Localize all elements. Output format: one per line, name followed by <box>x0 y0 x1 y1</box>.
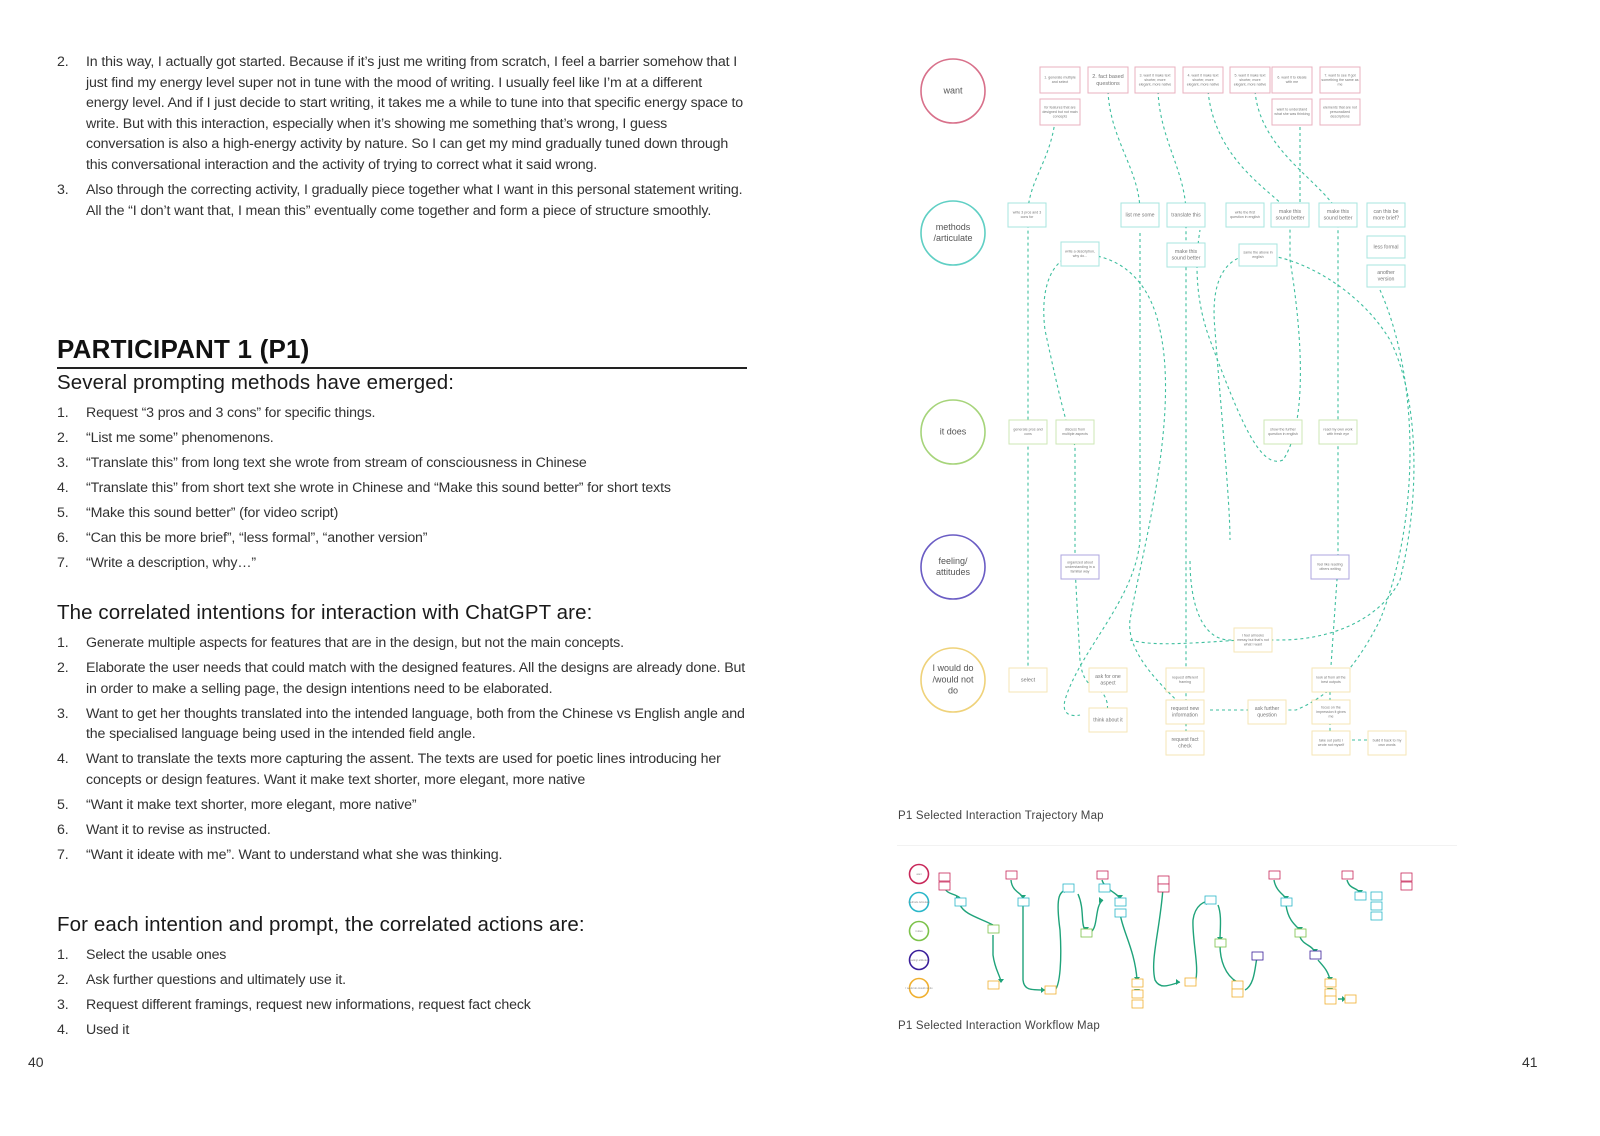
methods-sub-box-text: version <box>1377 276 1395 283</box>
want-box-text: and select <box>1051 80 1069 85</box>
want-box-text: 4. want it make text <box>1187 73 1219 78</box>
list-number: 1. <box>57 947 69 963</box>
workflow-box-would_do <box>1232 981 1243 989</box>
methods-box-text: list me some <box>1125 212 1155 219</box>
workflow-box-would_do <box>1345 995 1356 1003</box>
workflow-box-methods <box>1063 884 1074 892</box>
list-number: 7. <box>57 554 69 571</box>
would-do-box-text: best outputs <box>1321 680 1341 685</box>
list-text: “Make this sound better” (for video script) <box>86 504 339 521</box>
list-text: “Want it ideate with me”. Want to understand what she was thinking. <box>86 846 503 863</box>
workflow-box-want <box>1097 871 1108 879</box>
methods-sub-box-text: why do... <box>1072 254 1088 259</box>
workflow-box-would_do <box>1325 979 1336 987</box>
row-label-methods: /articulate <box>933 233 973 243</box>
methods-sub-box-text: english <box>1252 255 1264 260</box>
legend-label: it does <box>915 930 923 933</box>
list-text: Elaborate the user needs that could match with the designed features. All the designs are already done. But in order to make a selling page, the design intentions need to be elaborated. <box>86 659 746 697</box>
workflow-arrow <box>1193 902 1210 982</box>
methods-box-text: sound better <box>1275 215 1305 222</box>
would-do-box-text: wrote not myself <box>1317 743 1345 748</box>
want-box-text: me <box>1337 82 1343 87</box>
workflow-arrow <box>1023 905 1045 990</box>
workflow-box-would_do <box>1045 986 1056 994</box>
would-do-box-text: look at from all the <box>1316 675 1346 680</box>
would-do-box-text: request new <box>1170 706 1200 713</box>
workflow-box-methods <box>1371 912 1382 920</box>
would-do-box-text: ask further <box>1254 706 1280 713</box>
trajectory-map-caption: P1 Selected Interaction Trajectory Map <box>898 810 1104 822</box>
list-text: Want to translate the texts more capturing the assent. The texts are used for poetic lines introducing her concepts or design features. Want it make text shorter, more elegant, more native <box>86 751 721 788</box>
workflow-box-methods <box>1099 884 1110 892</box>
list-number: 6. <box>57 529 69 546</box>
workflow-box-want <box>1401 873 1412 881</box>
list-number: 2. <box>57 54 69 70</box>
would-do-box-text: messy but that's not <box>1237 637 1269 642</box>
methods-sub-box-text: another <box>1377 270 1395 277</box>
methods-box-text: translate this <box>1171 212 1201 219</box>
want-sub-box-text: concepts <box>1052 114 1068 119</box>
would-do-box-text: build it back to my <box>1372 738 1402 743</box>
workflow-box-want <box>1401 882 1412 890</box>
page-number-right: 41 <box>1522 1054 1538 1070</box>
workflow-box-feeling <box>1252 952 1263 960</box>
workflow-box-methods <box>1371 902 1382 910</box>
list-number: 3. <box>57 454 69 471</box>
list-text: Select the usable ones <box>86 947 227 963</box>
list-text: “Write a description, why…” <box>86 554 256 571</box>
list-text: Also through the correcting activity, I gradually piece together what I want in this personal statement writing. All the “I don’t want that, I mean this” eventually come together and form a piece of structure smoothly. <box>86 181 743 219</box>
list-text: Generate multiple aspects for features that are in the design, but not the main concepts. <box>86 635 624 651</box>
methods-box-text: write 3 pros and 3 <box>1012 210 1042 215</box>
would-do-box-text: request different <box>1172 675 1198 680</box>
workflow-box-would_do <box>1325 996 1336 1004</box>
list-text: Request “3 pros and 3 cons” for specific things. <box>86 405 376 421</box>
feeling-box-text: others writing <box>1319 567 1341 572</box>
would-do-box-text: check <box>1178 743 1192 750</box>
legend-label: feeling/ attitudes <box>909 959 929 962</box>
want-box-text: elegant, more native <box>1233 82 1267 87</box>
would-do-box-text: focus on the <box>1321 705 1341 710</box>
would-do-box-text: I feel all looks <box>1242 633 1264 638</box>
list-number: 4. <box>57 479 69 496</box>
row-label-it_does: it does <box>939 426 967 437</box>
it-does-box-text: cons <box>1024 432 1032 437</box>
list-number: 5. <box>57 796 69 813</box>
workflow-box-feeling <box>1310 951 1321 959</box>
workflow-box-methods <box>1115 909 1126 917</box>
want-sub-box-text: designed but not main <box>1042 109 1078 114</box>
legend-label: methods /articulate <box>908 901 930 904</box>
workflow-box-want <box>1269 871 1280 879</box>
workflow-arrow <box>993 935 1001 982</box>
list-text: Ask further questions and ultimately use it. <box>86 971 346 988</box>
legend-label: I would do /would not do <box>905 987 933 990</box>
want-sub-box-text: personalized <box>1329 109 1351 114</box>
list-text: Want to get her thoughts translated into the intended language, both from the Chinese vs English angle and the specialised language being used in the intended field angle. <box>86 705 745 743</box>
list-number: 1. <box>57 635 69 651</box>
methods-sub-box-text: same the above in <box>1243 250 1273 255</box>
workflow-arrow <box>1078 894 1086 931</box>
workflow-box-it_does <box>988 925 999 933</box>
workflow-arrow <box>1218 905 1221 940</box>
methods-box-text: can this be <box>1373 209 1399 216</box>
workflow-box-methods <box>1281 898 1292 906</box>
page-number-left: 40 <box>28 1054 44 1070</box>
workflow-box-would_do <box>988 981 999 989</box>
list-number: 4. <box>57 751 69 768</box>
methods-sub-box-text: sound better <box>1171 255 1201 262</box>
would-do-box-text: own words <box>1378 743 1396 748</box>
want-sub-box-text: descriptions <box>1330 114 1350 119</box>
list-number: 2. <box>57 429 69 446</box>
list-text: “List me some” phenomenons. <box>86 429 274 446</box>
arrow-head <box>1041 987 1045 993</box>
participant-title: PARTICIPANT 1 (P1) <box>57 334 310 364</box>
list-number: 3. <box>57 996 69 1013</box>
methods-box-text: write the first <box>1234 210 1256 215</box>
list-text: In this way, I actually got started. Because if it’s just me writing from scratch, I feel a barrier somehow that I just find my energy level super not in tune with the mood of writing. I usually feel like I’m at a different energy level. And if I just decide to start writing, it takes me a while to tune into that specific energy space to write. But with this interaction, especially when it’s showing me something that’s wrong, I guess conversation is also a high-energy activity by nature. So I can get my mind gradually tuned down through this conversational interaction and the activity of trying to correct what it said wrong. <box>86 54 744 173</box>
workflow-arrow <box>1286 905 1300 930</box>
would-do-box-text: select <box>1020 677 1036 684</box>
workflow-box-methods <box>955 898 966 906</box>
would-do-box-text: me <box>1328 714 1334 719</box>
would-do-box-text: ask for one <box>1095 674 1121 681</box>
workflow-box-want <box>1158 876 1169 884</box>
list-number: 3. <box>57 181 69 198</box>
list-number: 4. <box>57 1021 69 1038</box>
would-do-box-text: think about it <box>1093 717 1123 724</box>
want-box-text: 1. generate multiple <box>1044 75 1076 80</box>
row-label-would_do: do <box>947 685 959 696</box>
workflow-box-it_does <box>1081 929 1092 937</box>
would-do-box-text: information <box>1172 712 1198 719</box>
feeling-box-text: organized about <box>1067 560 1093 565</box>
workflow-arrow <box>1120 913 1137 980</box>
would-do-box-text: aspect <box>1100 680 1116 687</box>
list-number: 2. <box>57 659 69 676</box>
list-text: “Translate this” from long text she wrote from stream of consciousness in Chinese <box>86 454 587 471</box>
list-number: 2. <box>57 971 69 988</box>
workflow-box-methods <box>1018 898 1029 906</box>
list-text: “Want it make text shorter, more elegant, more native” <box>86 796 417 813</box>
row-label-want: want <box>943 85 963 96</box>
would-do-box-text: what I want <box>1243 642 1263 647</box>
it-does-box-text: generate pros and <box>1013 427 1043 432</box>
list-text: “Translate this” from short text she wrote in Chinese and “Make this sound better” for short texts <box>86 479 671 496</box>
want-box-text: elegant, more native <box>1186 82 1220 87</box>
feeling-box-text: understanding in a <box>1065 564 1095 569</box>
workflow-box-methods <box>1355 892 1366 900</box>
workflow-box-would_do <box>1132 990 1143 998</box>
workflow-arrow <box>1092 900 1103 931</box>
workflow-box-methods <box>1205 896 1216 904</box>
would-do-box-text: impression it gives <box>1316 709 1346 714</box>
want-box-text: 7. want to see if got <box>1324 73 1356 78</box>
want-box-text: questions <box>1096 80 1120 87</box>
want-box-text: with me <box>1285 80 1299 85</box>
list-number: 3. <box>57 705 69 722</box>
it-does-box-text: discuss from <box>1064 427 1086 432</box>
want-sub-box-text: want to understand <box>1276 107 1308 112</box>
workflow-box-would_do <box>1185 978 1196 986</box>
it-does-box-text: question in english <box>1268 432 1298 437</box>
want-box-text: shorter, more <box>1192 77 1214 82</box>
would-do-box-text: question <box>1257 712 1277 719</box>
legend-label: want <box>916 873 922 876</box>
workflow-box-methods <box>1115 898 1126 906</box>
want-box-text: 2. fact based <box>1092 74 1124 81</box>
methods-box-text: make this <box>1278 209 1302 216</box>
want-box-text: shorter, more <box>1239 77 1261 82</box>
would-do-box-text: take out parts I <box>1319 738 1343 743</box>
row-label-would_do: /would not <box>932 674 974 685</box>
it-does-box-text: read my own work <box>1323 427 1353 432</box>
list-text: “Can this be more brief”, “less formal”, “another version” <box>86 529 428 546</box>
workflow-box-methods <box>1371 892 1382 900</box>
arrow-head <box>1176 979 1180 985</box>
methods-sub-box-text: write a description, <box>1065 249 1095 254</box>
workflow-arrow <box>1220 945 1237 982</box>
row-label-would_do: I would do <box>932 663 974 674</box>
row-label-feeling: attitudes <box>935 567 971 577</box>
would-do-box-text: framing <box>1179 680 1191 685</box>
want-box-text: elegant, more native <box>1138 82 1172 87</box>
workflow-arrow <box>960 905 993 925</box>
workflow-arrow <box>1055 890 1068 990</box>
want-sub-box-text: for features that are <box>1044 105 1076 110</box>
want-sub-box-text: what she was thinking <box>1274 112 1310 117</box>
workflow-arrow <box>1245 958 1257 990</box>
methods-box-text: more brief? <box>1372 215 1400 222</box>
list-number: 5. <box>57 504 69 521</box>
workflow-box-want <box>939 873 950 881</box>
list-number: 1. <box>57 405 69 421</box>
workflow-box-want <box>939 882 950 890</box>
feeling-box-text: feel like reading <box>1317 562 1343 567</box>
want-sub-box-text: elements that are not <box>1323 105 1357 110</box>
workflow-map-caption: P1 Selected Interaction Workflow Map <box>898 1020 1100 1032</box>
methods-box-text: sound better <box>1323 215 1353 222</box>
list-text: Used it <box>86 1021 130 1038</box>
want-box-text: something the same as <box>1321 77 1359 82</box>
feeling-box-text: familiar way <box>1070 569 1090 574</box>
methods-box-text: cons for <box>1020 215 1034 220</box>
workflow-box-it_does <box>1295 929 1306 937</box>
workflow-box-would_do <box>1232 989 1243 997</box>
list-text: Request different framings, request new informations, request fact check <box>86 996 531 1013</box>
it-does-box-text: with fresh eye <box>1326 432 1350 437</box>
methods-box-text: question in english <box>1230 215 1260 220</box>
want-box-text: 3. want it make text <box>1139 73 1171 78</box>
would-do-box-text: request fact <box>1171 737 1199 744</box>
want-box-text: 6. want it to ideate <box>1277 75 1307 80</box>
workflow-box-would_do <box>1132 979 1143 987</box>
row-label-feeling: feeling/ <box>938 555 968 566</box>
list-number: 7. <box>57 846 69 863</box>
want-box-text: 5. want it make text <box>1234 73 1266 78</box>
it-does-box-text: show the further <box>1270 427 1296 432</box>
want-box-text: shorter, more <box>1144 77 1166 82</box>
methods-box-text: make this <box>1326 209 1350 216</box>
list-text: Want it to revise as instructed. <box>86 821 271 838</box>
it-does-box-text: multiple aspects <box>1062 432 1088 437</box>
row-label-methods: methods <box>935 221 971 232</box>
workflow-box-it_does <box>1215 939 1226 947</box>
workflow-box-want <box>1006 871 1017 879</box>
workflow-box-want <box>1158 884 1169 892</box>
methods-sub-box-text: less formal <box>1373 244 1399 251</box>
methods-heading: Several prompting methods have emerged: <box>57 371 455 394</box>
intentions-heading: The correlated intentions for interaction with ChatGPT are: <box>57 601 593 624</box>
workflow-arrow <box>1154 888 1180 986</box>
workflow-box-would_do <box>1132 1000 1143 1008</box>
list-number: 6. <box>57 821 69 838</box>
actions-heading: For each intention and prompt, the correlated actions are: <box>57 913 585 936</box>
workflow-box-want <box>1342 871 1353 879</box>
methods-sub-box-text: make this <box>1174 249 1198 256</box>
